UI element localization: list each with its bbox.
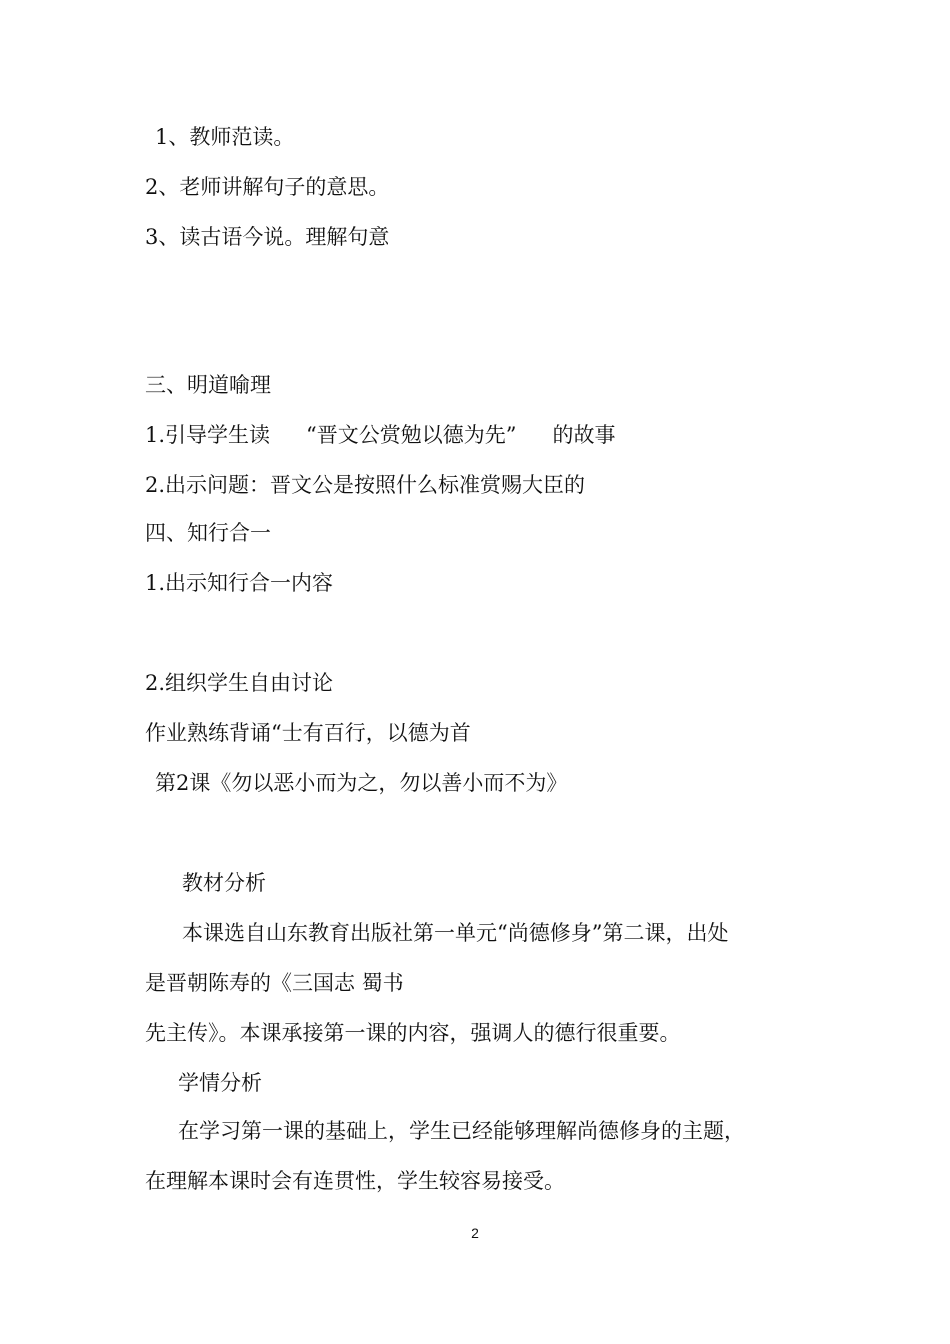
section-heading-3: 三、明道喻理 bbox=[145, 373, 271, 397]
text-line-9: 2.组织学生自由讨论 bbox=[145, 671, 334, 695]
paragraph-line-3: 先主传》。本课承接第一课的内容，强调人的德行很重要。 bbox=[145, 1021, 681, 1045]
text-line-6: 2.出示问题：晋文公是按照什么标准赏赐大臣的 bbox=[145, 473, 586, 497]
page-number: 2 bbox=[471, 1225, 479, 1241]
text-line-2: 2、老师讲解句子的意思。 bbox=[145, 175, 390, 199]
text-line-5-part-b: “晋文公赏勉以德为先” bbox=[306, 423, 517, 447]
homework-line: 作业熟练背诵“士有百行，以德为首 bbox=[145, 721, 471, 745]
lesson-title: 第2课《勿以恶小而为之，勿以善小而不为》 bbox=[155, 771, 568, 795]
text-line-3: 3、读古语今说。理解句意 bbox=[145, 225, 390, 249]
text-line-1: 1、教师范读。 bbox=[155, 125, 295, 149]
section-heading-4: 四、知行合一 bbox=[145, 521, 271, 545]
paragraph-line-2: 是晋朝陈寿的《三国志 蜀书 bbox=[145, 971, 404, 995]
text-line-5-part-a: 1.引导学生读 bbox=[145, 423, 271, 447]
paragraph-line-1: 本课选自山东教育出版社第一单元“尚德修身”第二课，出处 bbox=[182, 921, 729, 945]
paragraph-line-4: 在学习第一课的基础上，学生已经能够理解尚德修身的主题， bbox=[178, 1119, 745, 1143]
subheading-textbook-analysis: 教材分析 bbox=[182, 871, 266, 895]
subheading-student-analysis: 学情分析 bbox=[178, 1071, 262, 1095]
text-line-5-part-c: 的故事 bbox=[552, 423, 616, 447]
paragraph-line-5: 在理解本课时会有连贯性，学生较容易接受。 bbox=[145, 1169, 565, 1193]
text-line-5 bbox=[145, 420, 616, 450]
text-line-8: 1.出示知行合一内容 bbox=[145, 571, 334, 595]
